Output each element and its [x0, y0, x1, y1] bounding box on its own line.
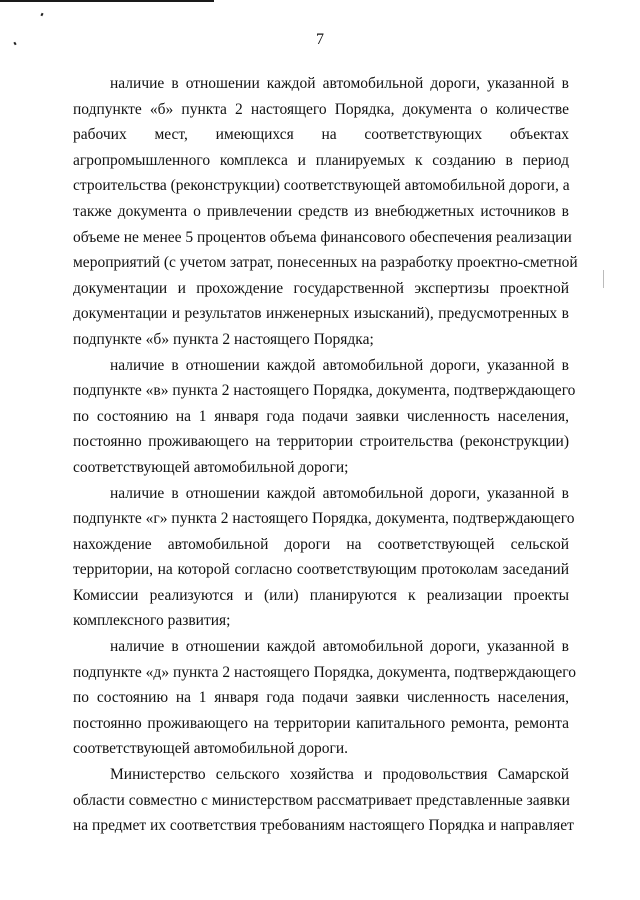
text-line: наличие в отношении каждой автомобильной дороги, указанной в [110, 484, 569, 502]
text-line: подпункте «д» пункта 2 настоящего Порядка, документа, подтверждающего [73, 663, 576, 681]
text-line: по состоянию на 1 января года подачи заявки численность населения, [73, 689, 569, 707]
scan-speck [603, 270, 604, 288]
text-line: постоянно проживающего на территории строительства (реконструкции) [73, 433, 569, 451]
scan-speck [40, 13, 43, 17]
text-line: соответствующей автомобильной дороги. [73, 740, 349, 758]
text-line: постоянно проживающего на территории капитального ремонта, ремонта [73, 714, 569, 732]
page-number: 7 [316, 31, 324, 48]
text-line: документации и прохождение государственной экспертизы проектной [73, 279, 569, 297]
scan-edge-line [0, 0, 214, 2]
paragraph-1 [73, 71, 578, 353]
text-line: области совместно с министерством рассматривает представленные заявки [73, 791, 570, 809]
text-line: строительства (реконструкции) соответствующей автомобильной дороги, а [73, 177, 570, 195]
text-line: также документа о привлечении средств из внебюджетных источников в [73, 202, 569, 220]
text-line: подпункте «в» пункта 2 настоящего Порядка, документа, подтверждающего [73, 382, 576, 400]
text-line: Комиссии реализуются и (или) планируются к реализации проекты [73, 586, 569, 604]
paragraph-3 [73, 481, 575, 635]
text-line: наличие в отношении каждой автомобильной дороги, указанной в [110, 75, 569, 92]
text-line: наличие в отношении каждой автомобильной дороги, указанной в [110, 356, 569, 374]
text-line: соответствующей автомобильной дороги; [73, 458, 349, 476]
text-line: нахождение автомобильной дороги на соответствующей сельской [73, 535, 569, 553]
text-line: агропромышленного комплекса и планируемых к созданию в период [73, 151, 569, 169]
text-line: территории, на которой согласно соответствующим протоколам заседаний [73, 561, 569, 579]
text-line: подпункте «б» пункта 2 настоящего Порядка, документа о количестве [73, 100, 569, 118]
text-line: Министерство сельского хозяйства и продовольствия Самарской [110, 766, 569, 784]
text-line: подпункте «г» пункта 2 настоящего Порядка, документа, подтверждающего [73, 510, 575, 528]
text-line: рабочих мест, имеющихся на соответствующих объектах [73, 126, 569, 144]
text-line: наличие в отношении каждой автомобильной дороги, указанной в [110, 638, 569, 656]
text-line: мероприятий (с учетом затрат, понесенных на разработку проектно-сметной [73, 254, 578, 272]
text-line: комплексного развития; [73, 612, 231, 630]
text-line: документации и результатов инженерных изысканий), предусмотренных в [73, 305, 569, 323]
text-line: объеме не менее 5 процентов объема финансового обеспечения реализации [73, 228, 572, 246]
paragraph-4 [73, 634, 576, 762]
text-line: подпункте «б» пункта 2 настоящего Порядка; [73, 330, 374, 348]
paragraph-5 [73, 762, 574, 839]
document-body [73, 71, 578, 839]
paragraph-2 [73, 353, 576, 481]
text-line: на предмет их соответствия требованиям настоящего Порядка и направляет [73, 817, 574, 835]
text-line: по состоянию на 1 января года подачи заявки численность населения, [73, 407, 569, 425]
